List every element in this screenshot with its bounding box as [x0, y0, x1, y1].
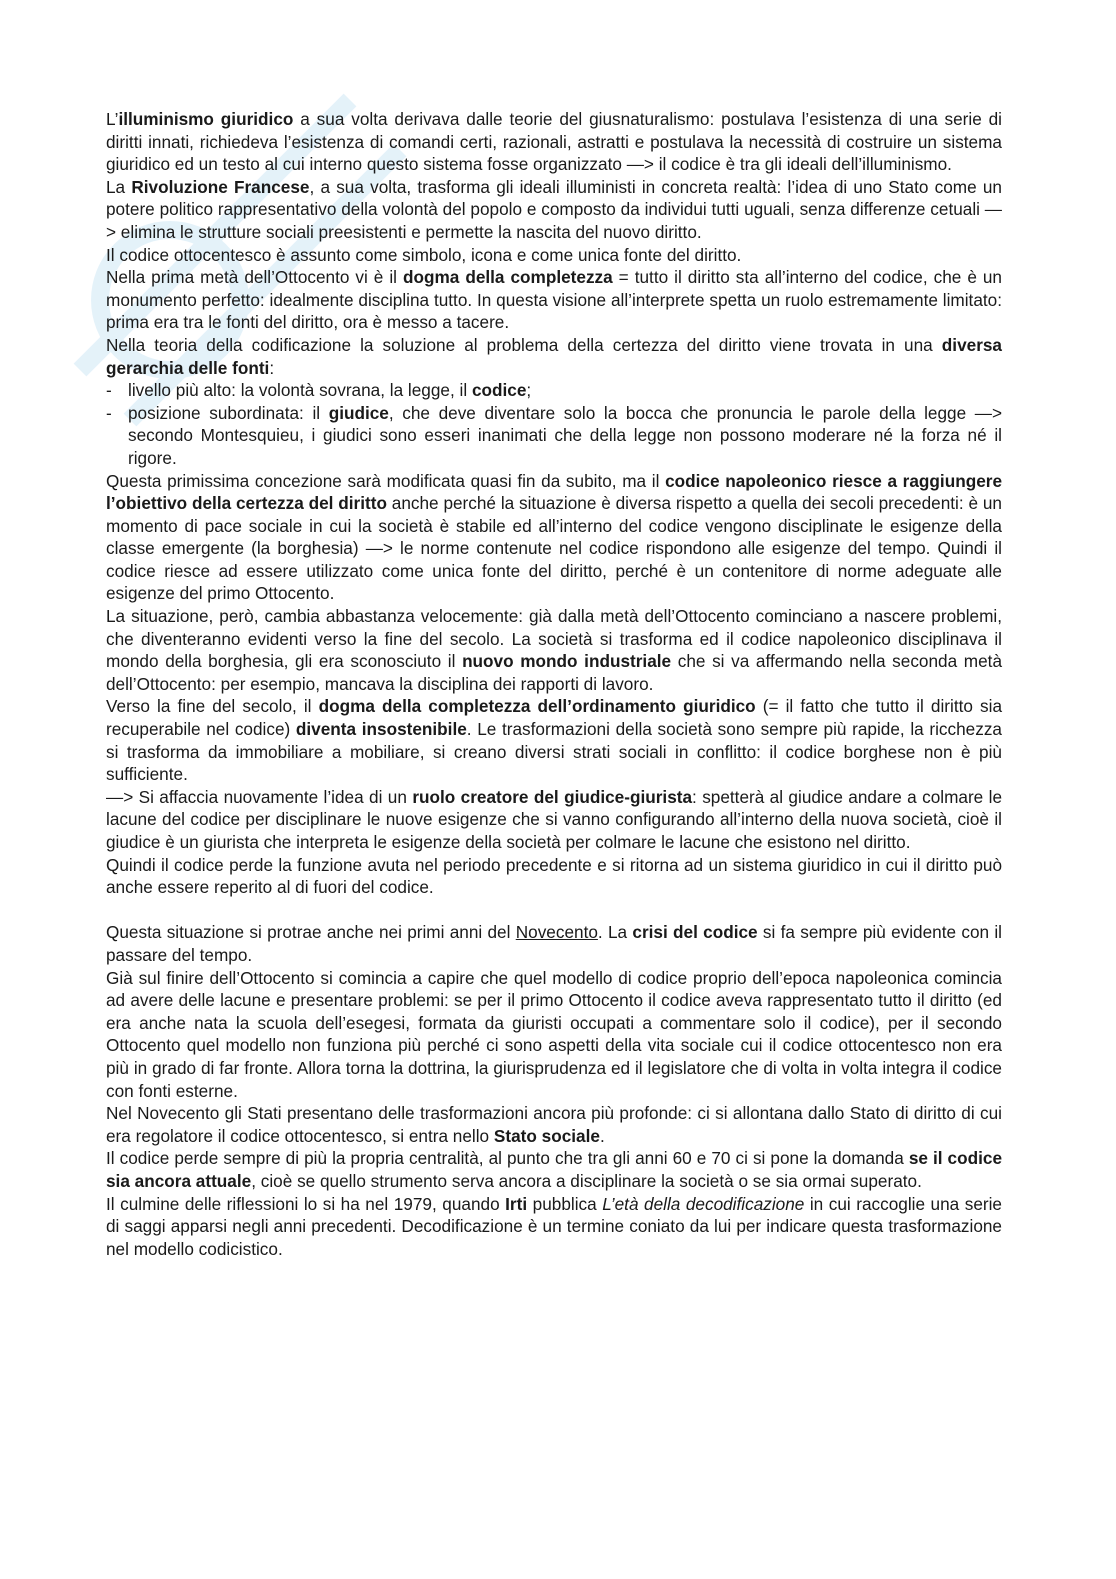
paragraph-mondo-industriale: La situazione, però, cambia abbastanza velocemente: già dalla metà dell’Ottocento cominciano a nascere problemi, che diventeranno evidenti verso la fine del secolo. La società si trasforma ed il codice napoleonico disciplinava il mondo della borghesia, gli era sconosciuto il nuovo mondo industriale che si va affermando nella seconda metà dell’Ottocento: per esempio, mancava la disciplina dei rapporti di lavoro. [106, 606, 1002, 694]
paragraph-fine-secolo: Verso la fine del secolo, il dogma della completezza dell’ordinamento giuridico (= il fatto che tutto il diritto sia recuperabile nel codice) diventa insostenibile. Le trasformazioni della società sono sempre più rapide, la ricchezza si trasforma da immobiliare a mobiliare, si creano diversi strati sociali in conflitto: il codice borghese non è più sufficiente. [106, 696, 1003, 785]
paragraph-rivoluzione: La Rivoluzione Francese, a sua volta, trasforma gli ideali illuministi in concreta realtà: l’idea di uno Stato come un potere politico rappresentativo della volontà del popolo e composto da individui tutti uguali, senza differenze cetuali —> elimina le strutture sociali preesistenti e permette la nascita del nuovo diritto. [106, 176, 1002, 242]
paragraph-irti: Il culmine delle riflessioni lo si ha nel 1979, quando Irti pubblica L’età della decodificazione in cui raccoglie una serie di saggi apparsi negli anni precedenti. Decodificazione è un termine coniato da lui per indicare questa trasformazione nel modello codicistico. [106, 1193, 1002, 1259]
paragraph-gerarchia-fonti: Nella teoria della codificazione la soluzione al problema della certezza del diritto viene trovata in una diversa gerarchia delle fonti: [106, 334, 1002, 378]
paragraph-codice-simbolo: Il codice ottocentesco è assunto come simbolo, icona e come unica fonte del diritto. [106, 244, 742, 265]
fonti-list [106, 379, 1002, 469]
paragraph-codice-napoleonico: Questa primissima concezione sarà modificata quasi fin da subito, ma il codice napoleonico riesce a raggiungere l’obiettivo della certezza del diritto anche perché la situazione è diversa rispetto a quella dei secoli precedenti: è un momento di pace sociale in cui la società è stabile ed all’interno del codice vengono disciplinate le esigenze della classe emergente (la borghesia) —> le norme contenute nel codice rispondono alle esigenze del tempo. Quindi il codice riesce ad essere utilizzato come unica fonte del diritto, perché è un contenitore di norme adeguate alle esigenze del primo Ottocento. [106, 470, 1003, 604]
paragraph-dogma-completezza: Nella prima metà dell’Ottocento vi è il dogma della completezza = tutto il diritto sta all’interno del codice, che è un monumento perfetto: idealmente disciplina tutto. In questa visione all’interprete spetta un ruolo estremamente limitato: prima era tra le fonti del diritto, ora è messo a tacere. [106, 267, 1002, 333]
paragraph-centralita: Il codice perde sempre di più la propria centralità, al punto che tra gli anni 60 e 70 ci si pone la domanda se il codice sia ancora attuale, cioè se quello strumento serva ancora a disciplinare la società o se sia ormai superato. [106, 1148, 1002, 1191]
paragraph-illuminismo: L’illuminismo giuridico a sua volta derivava dalle teorie del giusnaturalismo: postulava l’esistenza di una serie di diritti innati, richiedeva l’esistenza di comandi certi, razionali, astratti e postulava la necessità di costruire un sistema giuridico ed un testo al cui interno questo sistema fosse organizzato —> il codice è tra gli ideali dell’illuminismo. [106, 109, 1002, 175]
list-item: - livello più alto: la volontà sovrana, la legge, il codice; [106, 379, 1002, 402]
paragraph-giudice-giurista: —> Si affaccia nuovamente l’idea di un ruolo creatore del giudice-giurista: spetterà al giudice andare a colmare le lacune del codice per disciplinare le nuove esigenze che si vanno configurando all’interno della nuova società, cioè il giudice è un giurista che interpreta le esigenze della società per colmare le lacune che esistono nel diritto. [106, 786, 1003, 852]
list-item: - posizione subordinata: il giudice, che deve diventare solo la bocca che pronuncia le parole della legge —> secondo Montesquieu, i giudici sono esseri inanimati che della legge non possono moderare né la forza né il rigore. [106, 402, 1002, 470]
paragraph-stato-sociale: Nel Novecento gli Stati presentano delle trasformazioni ancora più profonde: ci si allontana dallo Stato di diritto di cui era regolatore il codice ottocentesco, si entra nello Stato sociale. [106, 1103, 1002, 1146]
document-body [106, 108, 1002, 1260]
paragraph-finire-ottocento: Già sul finire dell’Ottocento si comincia a capire che quel modello di codice proprio dell’epoca napoleonica comincia ad avere delle lacune e presentare problemi: se per il primo Ottocento il codice aveva rappresentato tutto il diritto (ed era anche nata la scuola dell’esegesi, formata da giuristi occupati a commentare solo il codice), per il secondo Ottocento quel modello non funziona più perché ci sono aspetti della vita sociale cui il codice ottocentesco non era più in grado di far fronte. Allora torna la dottrina, la giurisprudenza ed il legislatore che di volta in volta integra il codice con fonti esterne. [106, 967, 1002, 1101]
paragraph-novecento: Questa situazione si protrae anche nei primi anni del Novecento. La crisi del codice si fa sempre più evidente con il passare del tempo. [106, 922, 1002, 965]
paragraph-perdita-funzione: Quindi il codice perde la funzione avuta nel periodo precedente e si ritorna ad un sistema giuridico in cui il diritto può anche essere reperito al di fuori del codice. [106, 854, 1002, 898]
